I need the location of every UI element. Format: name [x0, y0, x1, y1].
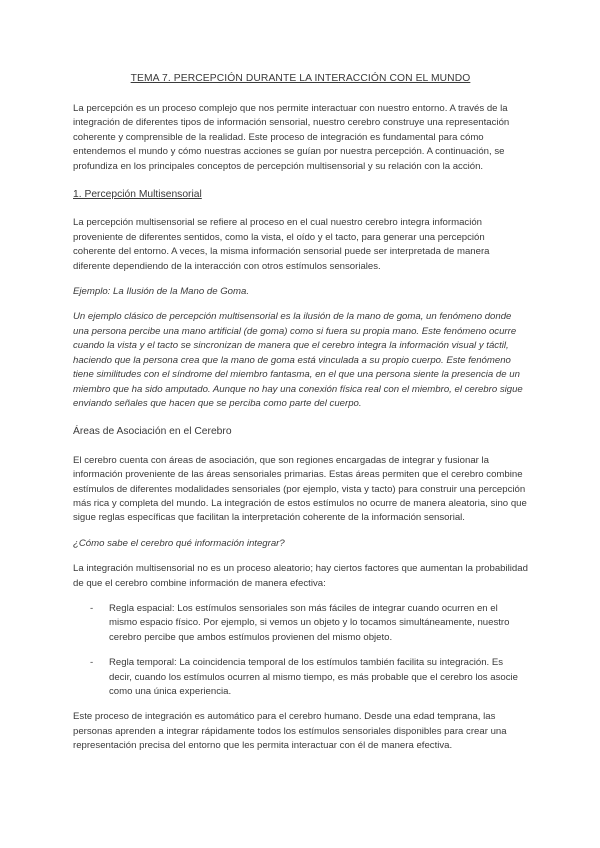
multisensory-paragraph: La percepción multisensorial se refiere al proceso en el cual nuestro cerebro integra información proveniente de diferentes sentidos, como la vista, el oído y el tacto, para generar una percepción coherente del entorno. A veces, la misma información sensorial puede ser interpretada de manera diferente dependiendo de la interacción con otros estímulos sensoriales.: [73, 217, 490, 272]
association-paragraph: El cerebro cuenta con áreas de asociación, que son regiones encargadas de integrar y fusionar la información proveniente de las áreas sensoriales primarias. Estas áreas permiten que el cerebro combine estímulos de diferentes modalidades sensoriales (por ejemplo, vista y tacto) para construir una percepción más rica y completa del mundo. La integración de estos estímulos no ocurre de manera aleatoria, sino que sigue reglas específicas que facilitan la interpretación coherente de la información sensorial.: [73, 454, 527, 524]
section-heading-association-areas: Áreas de Asociación en el Cerebro: [73, 426, 232, 438]
intro-paragraph: La percepción es un proceso complejo que nos permite interactuar con nuestro entorno. A través de la integración de diferentes tipos de información sensorial, nuestro cerebro construye una representación coherente y comprensible de la realidad. Este proceso de integración es fundamental para cómo entendemos el mundo y cómo nuestras acciones se guían por nuestra percepción. A continuación, se profundiza en los principales conceptos de percepción multisensorial y su relación con la acción.: [73, 103, 510, 172]
integration-lead-paragraph: La integración multisensorial no es un proceso aleatorio; hay ciertos factores que aumentan la probabilidad de que el cerebro combine información de manera efectiva:: [73, 563, 528, 589]
integration-rules-list: [73, 602, 528, 699]
closing-paragraph: Este proceso de integración es automático para el cerebro humano. Desde una edad temprana, las personas aprenden a integrar rápidamente todos los estímulos sensoriales disponibles para crear una representación precisa del entorno que les permita interactuar con él de manera efectiva.: [73, 711, 507, 752]
example-paragraph: Un ejemplo clásico de percepción multisensorial es la ilusión de la mano de goma, un fenómeno donde una persona percibe una mano artificial (de goma) como si fuera su propia mano. Este fenómeno ocurre cuando la vista y el tacto se sincronizan de manera que el cerebro integra la información visual y táctil, haciendo que la persona crea que la mano de goma está vinculada a su propio cuerpo. Este fenómeno tiene similitudes con el síndrome del miembro fantasma, en el que una persona siente la presencia de un miembro que ha sido amputado. Aunque no hay una conexión física real con el miembro, el cerebro sigue enviando señales que hacen que se perciba como parte del cuerpo.: [73, 311, 523, 409]
list-dash: -: [90, 657, 94, 669]
section-heading-multisensory: 1. Percepción Multisensorial: [73, 189, 202, 201]
page-title: TEMA 7. PERCEPCIÓN DURANTE LA INTERACCIÓN CON EL MUNDO: [130, 73, 471, 84]
list-dash: -: [90, 602, 94, 614]
rule-spatial-text: Regla espacial: Los estímulos sensoriales son más fáciles de integrar cuando ocurren en el mismo espacio físico. Por ejemplo, si vemos un objeto y lo tocamos simultáneamente, nuestro cerebro percibe que ambos estímulos provienen del mismo objeto.: [109, 602, 510, 643]
example-heading: Ejemplo: La Ilusión de la Mano de Goma.: [73, 286, 249, 298]
list-item: [73, 656, 528, 699]
integration-question: ¿Cómo sabe el cerebro qué información integrar?: [73, 537, 285, 549]
rule-temporal-text: Regla temporal: La coincidencia temporal de los estímulos también facilita su integración. Es decir, cuando los estímulos ocurren al mismo tiempo, es más probable que el cerebro los asocie como una única experiencia.: [109, 657, 519, 697]
list-item: [73, 602, 528, 645]
